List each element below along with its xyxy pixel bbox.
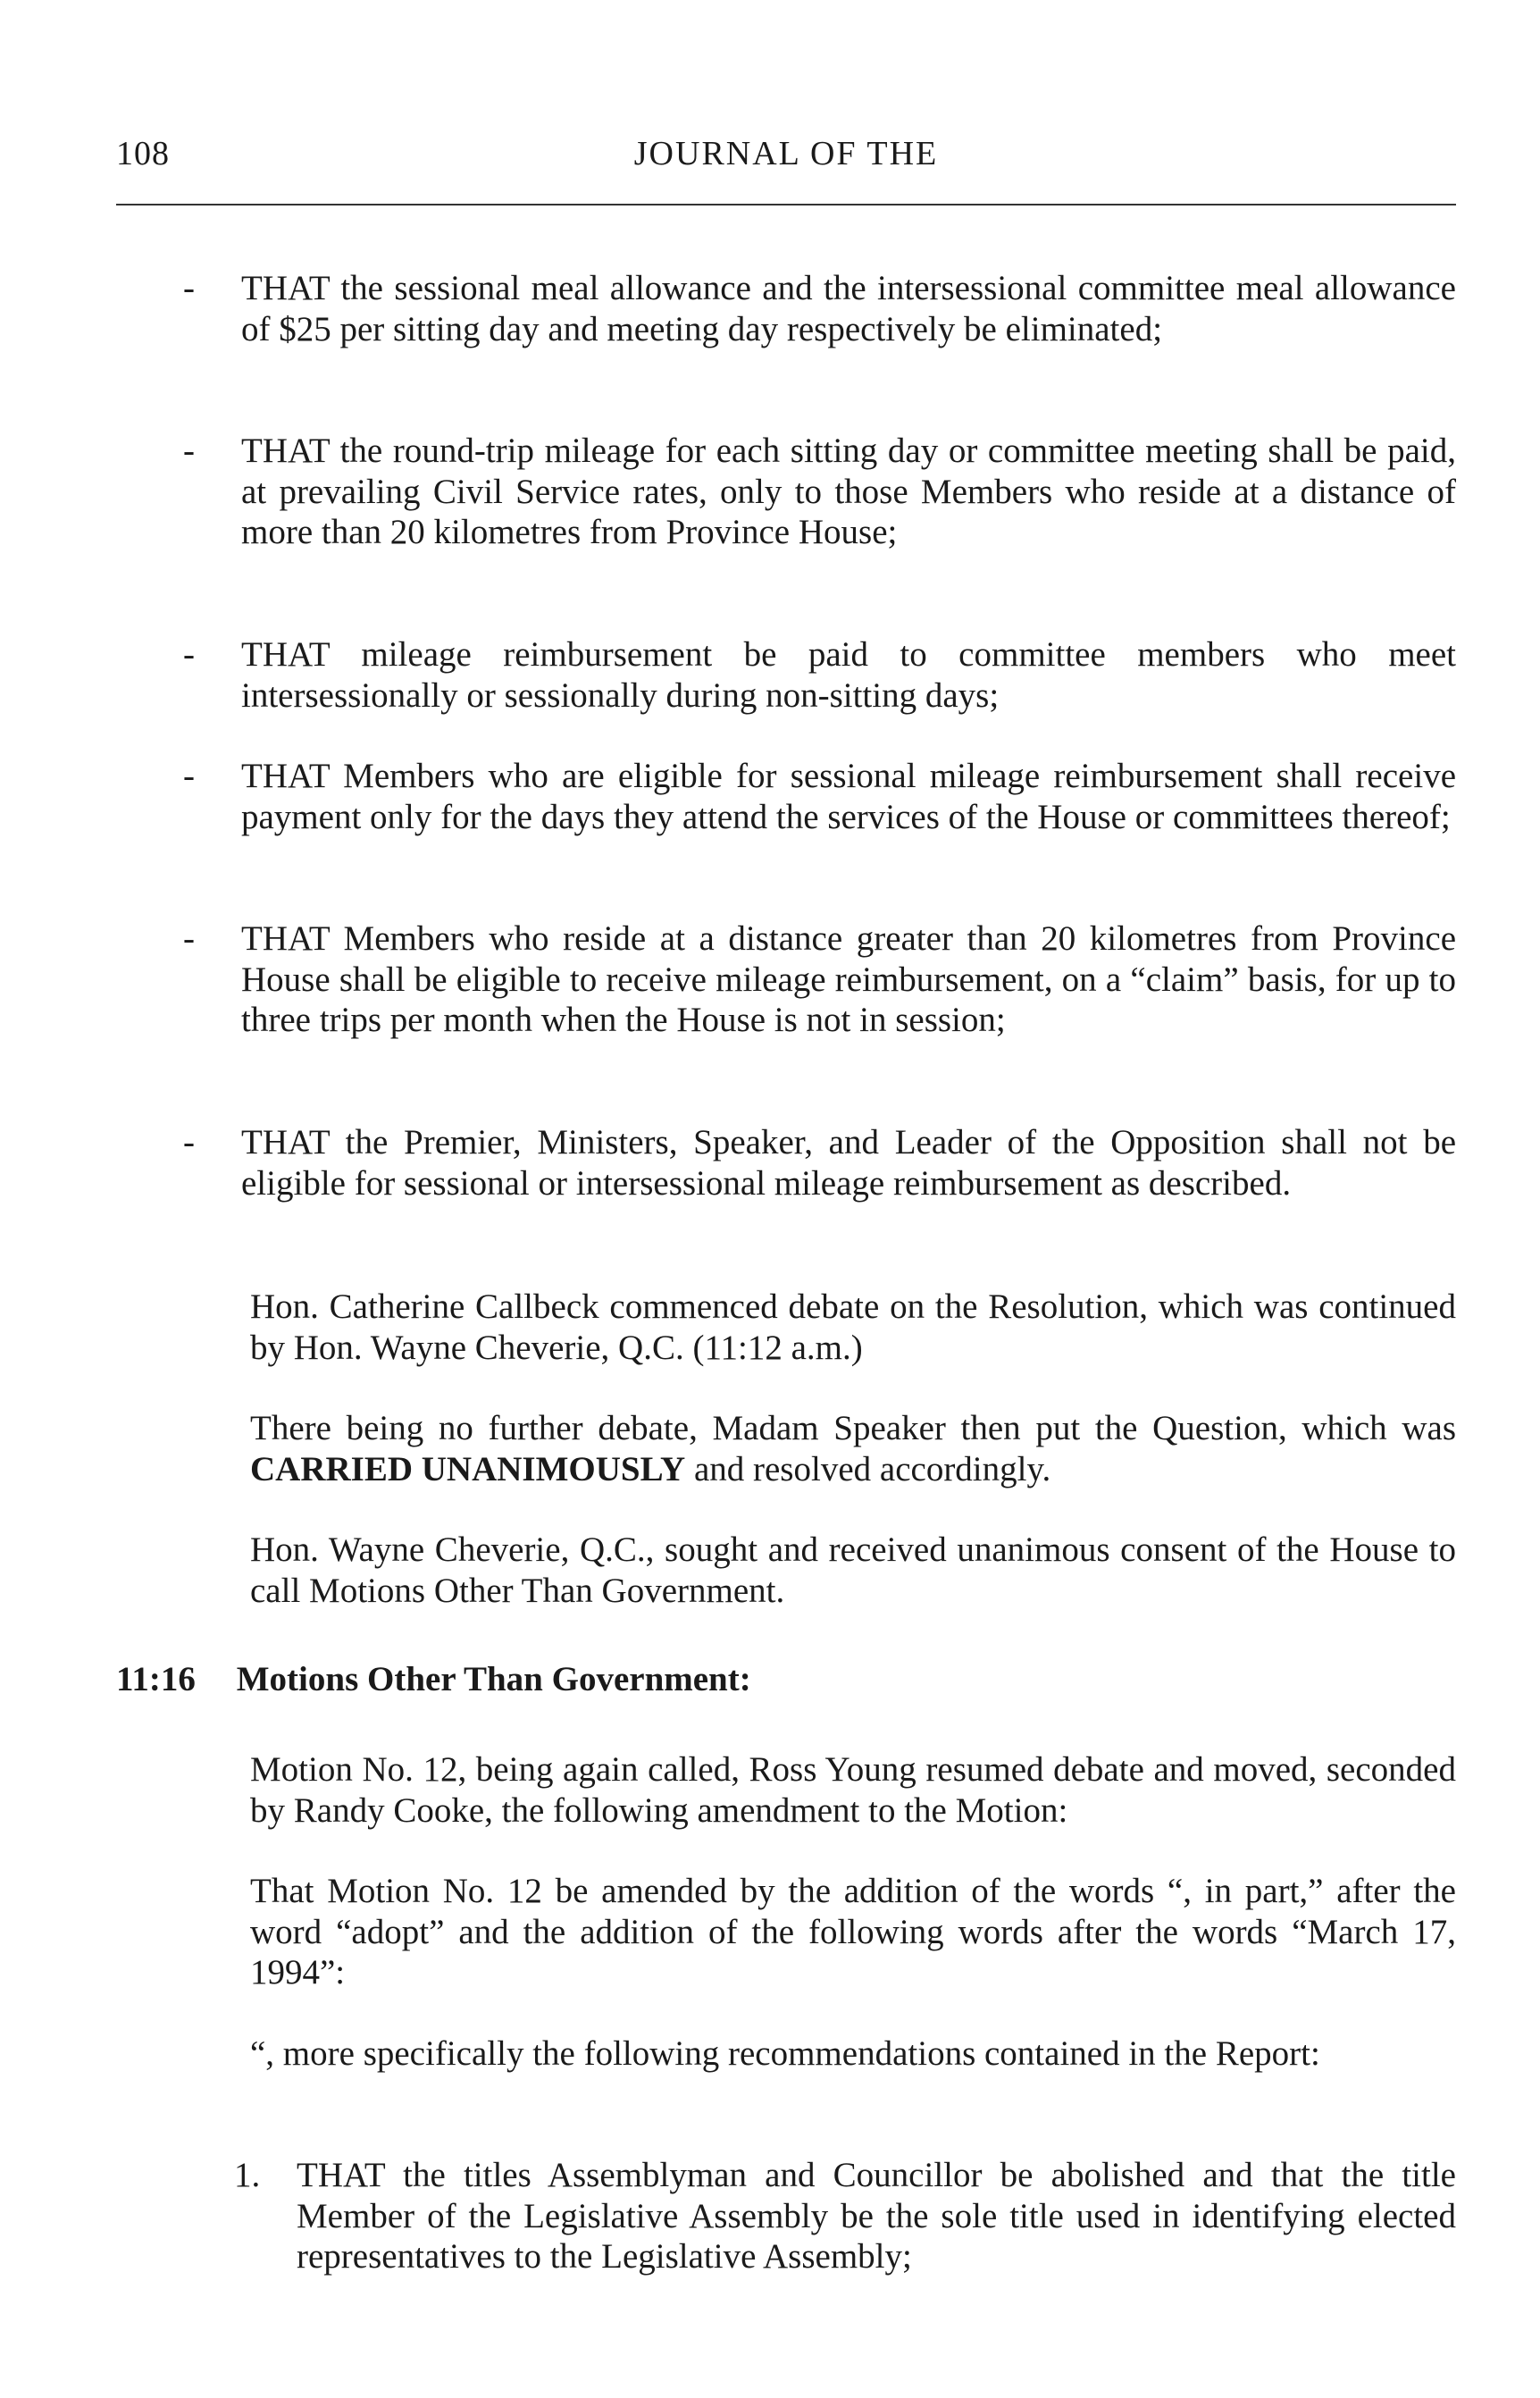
bullet-item-3 [183, 634, 1456, 716]
question-text-end: and resolved accordingly. [693, 1449, 1051, 1488]
bullet-marker: - [183, 1123, 195, 1161]
question-paragraph [250, 1408, 1456, 1489]
bullet-marker: - [183, 757, 195, 795]
amendment-paragraph: That Motion No. 12 be amended by the addition of the words “, in part,” after the word “adopt” and the addition of the following words after the words “March 17, 1994”: [250, 1872, 1456, 1991]
item-number: 1. [234, 2156, 261, 2194]
bullet-marker: - [183, 269, 195, 307]
bullet-text: THAT Members who reside at a distance greater than 20 kilometres from Province House shall be eligible to receive mileage reimbursement, on a “claim” basis, for up to three trips per month when the House is not in session; [241, 919, 1456, 1039]
bullet-text: THAT the Premier, Ministers, Speaker, and Leader of the Opposition shall not be eligible for sessional or intersessional mileage reimbursement as described. [241, 1123, 1456, 1203]
page-number: 108 [116, 135, 170, 172]
bullet-item-5 [183, 918, 1456, 1041]
section-title: Motions Other Than Government: [236, 1660, 751, 1698]
bullet-text: THAT the sessional meal allowance and the intersessional committee meal allowance of $25 per sitting day and meeting day respectively be eliminated; [241, 269, 1456, 348]
bullet-item-1 [183, 268, 1456, 349]
item-text: THAT the titles Assemblyman and Councillor be abolished and that the title Member of the Legislative Assembly be the sole title used in identifying elected representatives to the Legislative Assembly; [297, 2156, 1456, 2276]
section-heading [116, 1659, 751, 1700]
bullet-item-4 [183, 756, 1456, 837]
bullet-text: THAT mileage reimbursement be paid to committee members who meet intersessionally or sessionally during non-sitting days; [241, 635, 1456, 715]
numbered-item-1 [234, 2155, 1456, 2277]
carried-unanimously: CARRIED UNANIMOUSLY [250, 1449, 686, 1488]
consent-paragraph: Hon. Wayne Cheverie, Q.C., sought and received unanimous consent of the House to call Motions Other Than Government. [250, 1530, 1456, 1610]
page-header [116, 134, 1456, 188]
question-text: There being no further debate, Madam Speaker then put the Question, which was [250, 1409, 1456, 1447]
section-time: 11:16 [116, 1660, 196, 1698]
quote-paragraph: “, more specifically the following recommendations contained in the Report: [250, 2034, 1320, 2073]
header-rule [116, 204, 1456, 205]
motion-paragraph: Motion No. 12, being again called, Ross Young resumed debate and moved, seconded by Randy Cooke, the following amendment to the Motion: [250, 1750, 1456, 1830]
bullet-item-6 [183, 1122, 1456, 1203]
bullet-marker: - [183, 432, 195, 470]
bullet-marker: - [183, 635, 195, 674]
bullet-item-2 [183, 431, 1456, 553]
bullet-text: THAT Members who are eligible for sessional mileage reimbursement shall receive payment only for the days they attend the services of the House or committees thereof; [241, 757, 1456, 836]
bullet-marker: - [183, 919, 195, 958]
debate-paragraph: Hon. Catherine Callbeck commenced debate on the Resolution, which was continued by Hon. Wayne Cheverie, Q.C. (11:12 a.m.) [250, 1287, 1456, 1367]
bullet-text: THAT the round-trip mileage for each sitting day or committee meeting shall be paid, at prevailing Civil Service rates, only to those Members who reside at a distance of more than 20 kilometres from Province House; [241, 432, 1456, 551]
running-title: JOURNAL OF THE [633, 135, 939, 172]
